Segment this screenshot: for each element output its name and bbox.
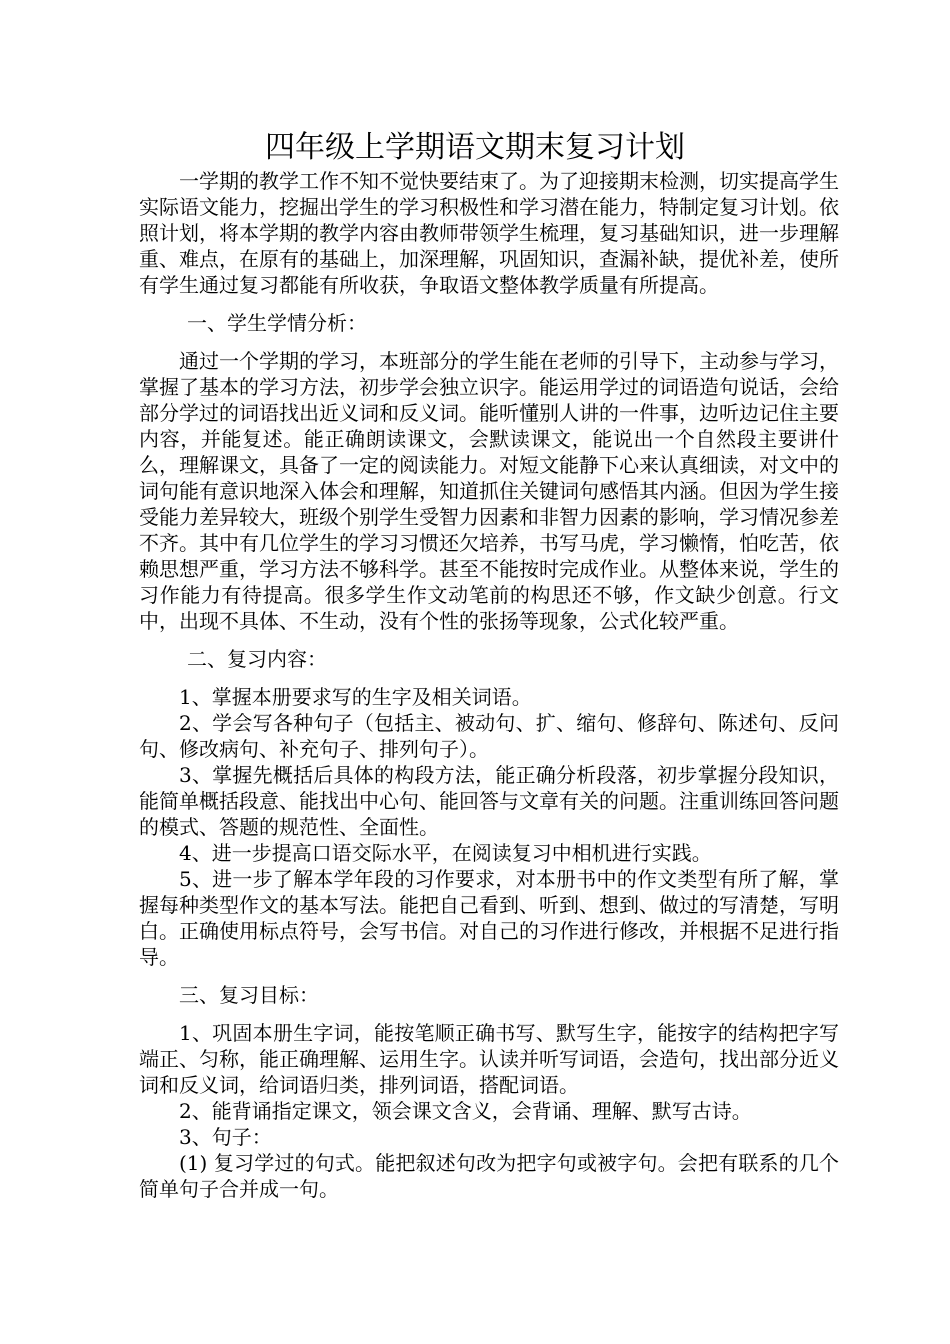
section3-item-2: 2、能背诵指定课文，领会课文含义，会背诵、理解、默写古诗。 xyxy=(179,1099,752,1123)
section3-item-4: (1) 复习学过的句式。能把叙述句改为把字句或被字句。会把有联系的几个简单句子合并成一句。 xyxy=(139,1151,839,1201)
section2-item-2: 2、学会写各种句子（包括主、被动句、扩、缩句、修辞句、陈述句、反问句、修改病句、补充句子、排列句子）。 xyxy=(139,711,839,761)
section2-item-1: 1、掌握本册要求写的生字及相关词语。 xyxy=(179,685,532,709)
document-title: 四年级上学期语文期末复习计划 xyxy=(265,130,685,165)
section2-item-4: 4、进一步提高口语交际水平，在阅读复习中相机进行实践。 xyxy=(179,841,712,865)
intro-paragraph: 一学期的教学工作不知不觉快要结束了。为了迎接期末检测，切实提高学生实际语文能力，挖掘出学生的学习积极性和学习潜在能力，特制定复习计划。依照计划，将本学期的教学内容由教师带领学生梳理，复习基础知识，进一步理解重、难点，在原有的基础上，加深理解，巩固知识，查漏补缺，提优补差，使所有学生通过复习都能有所收获，争取语文整体教学质量有所提高。 xyxy=(139,169,839,297)
section3-heading: 三、复习目标： xyxy=(179,983,319,1007)
document-body xyxy=(139,168,839,1202)
section2-heading: 二、复习内容： xyxy=(187,647,327,671)
section3-item-3: 3、句子： xyxy=(179,1125,272,1149)
section1-heading: 一、学生学情分析： xyxy=(187,311,367,335)
section3-item-1: 1、巩固本册生字词，能按笔顺正确书写、默写生字，能按字的结构把字写端正、匀称，能正确理解、运用生字。认读并听写词语，会造句，找出部分近义词和反义词，给词语归类，排列词语，搭配词语。 xyxy=(139,1021,839,1097)
section2-item-5: 5、进一步了解本学年段的习作要求，对本册书中的作文类型有所了解，掌握每种类型作文的基本写法。能把自己看到、听到、想到、做过的写清楚，写明白。正确使用标点符号，会写书信。对自己的习作进行修改，并根据不足进行指导。 xyxy=(139,867,839,969)
section2-item-3: 3、掌握先概括后具体的构段方法，能正确分析段落，初步掌握分段知识，能简单概括段意、能找出中心句、能回答与文章有关的问题。注重训练回答问题的模式、答题的规范性、全面性。 xyxy=(139,763,839,839)
section1-paragraph: 通过一个学期的学习，本班部分的学生能在老师的引导下，主动参与学习，掌握了基本的学习方法，初步学会独立识字。能运用学过的词语造句说话，会给部分学过的词语找出近义词和反义词。能听懂别人讲的一件事，边听边记住主要内容，并能复述。能正确朗读课文，会默读课文，能说出一个自然段主要讲什么，理解课文，具备了一定的阅读能力。对短文能静下心来认真细读，对文中的词句能有意识地深入体会和理解，知道抓住关键词句感悟其内涵。但因为学生接受能力差异较大，班级个别学生受智力因素和非智力因素的影响，学习情况参差不齐。其中有几位学生的学习习惯还欠培养，书写马虎，学习懒惰，怕吃苦，依赖思想严重，学习方法不够科学。甚至不能按时完成作业。从整体来说，学生的习作能力有待提高。很多学生作文动笔前的构思还不够，作文缺少创意。行文中，出现不具体、不生动，没有个性的张扬等现象，公式化较严重。 xyxy=(139,349,839,633)
